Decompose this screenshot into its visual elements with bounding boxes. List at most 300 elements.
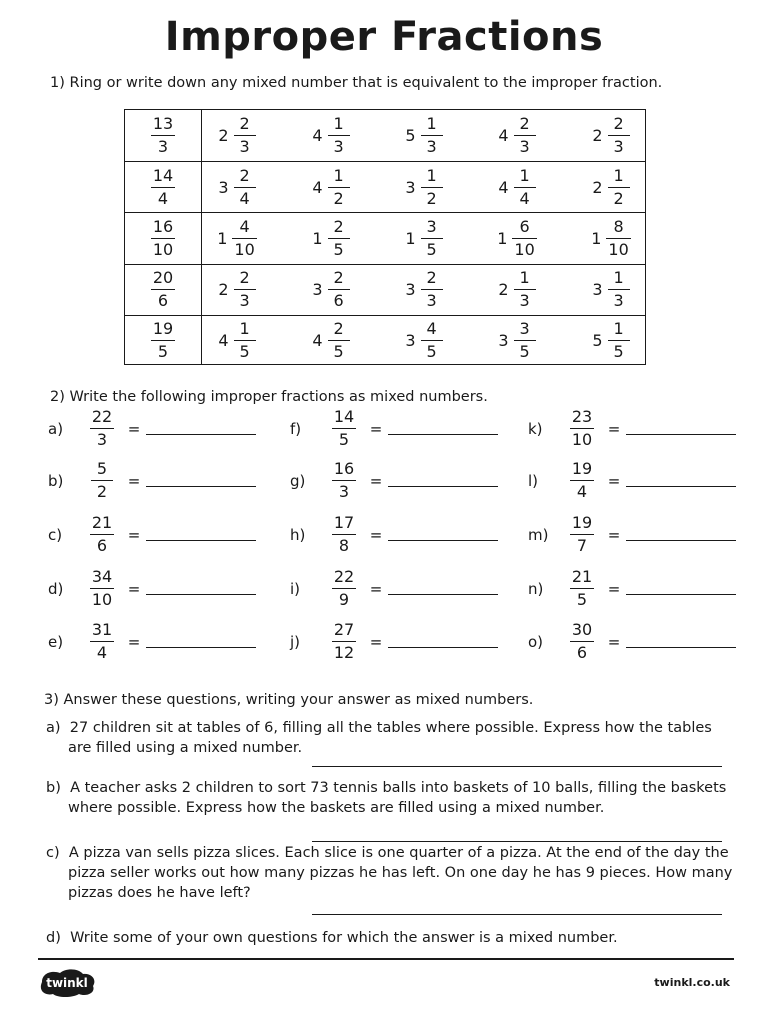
fraction xyxy=(328,216,350,259)
question-3c-letter: c) xyxy=(46,845,60,861)
denominator: 9 xyxy=(338,590,350,609)
equals-sign: = xyxy=(369,525,383,544)
mixed-number xyxy=(218,321,255,360)
denominator: 3 xyxy=(96,430,108,449)
numerator: 2 xyxy=(333,319,344,339)
whole-number: 1 xyxy=(591,228,602,248)
item-fraction xyxy=(570,409,594,448)
answer-line[interactable] xyxy=(146,540,256,541)
denominator: 6 xyxy=(157,291,169,311)
denominator: 4 xyxy=(576,482,588,501)
item-letter: o) xyxy=(528,632,544,651)
equals-sign: = xyxy=(607,579,621,598)
numerator: 21 xyxy=(91,513,113,532)
mixed-number xyxy=(312,270,349,309)
table-row xyxy=(125,212,645,263)
equals-sign: = xyxy=(127,471,141,490)
question-3c xyxy=(46,843,732,903)
mixed-number xyxy=(312,216,349,259)
denominator: 3 xyxy=(519,137,530,157)
numerator: 34 xyxy=(91,567,113,586)
improper-fraction-cell xyxy=(125,213,201,264)
item-fraction xyxy=(332,409,356,448)
mixed-number xyxy=(217,216,257,259)
numerator: 1 xyxy=(333,165,344,185)
improper-fraction xyxy=(151,270,175,309)
answer-line[interactable] xyxy=(626,540,736,541)
denominator: 5 xyxy=(333,239,344,259)
item-fraction-wrap xyxy=(324,622,364,661)
numerator: 22 xyxy=(333,567,355,586)
answer-line[interactable] xyxy=(146,434,256,435)
mixed-number xyxy=(312,116,349,155)
numerator: 14 xyxy=(152,165,174,185)
page-title: Improper Fractions xyxy=(164,14,604,60)
question-3a-line1: 27 children sit at tables of 6, filling all the tables where possible. Express how the tables xyxy=(69,720,712,736)
mixed-number xyxy=(592,116,629,155)
answer-line[interactable] xyxy=(388,486,498,487)
fraction xyxy=(608,270,630,309)
denominator: 10 xyxy=(571,430,593,449)
improper-fraction xyxy=(151,321,175,360)
numerator: 14 xyxy=(333,407,355,426)
item-fraction xyxy=(332,569,356,608)
whole-number: 5 xyxy=(592,331,603,351)
item-letter: k) xyxy=(528,419,543,438)
improper-fraction-cell xyxy=(125,264,201,315)
item-fraction xyxy=(570,515,594,554)
table-row xyxy=(125,264,645,315)
numerator: 4 xyxy=(239,216,250,236)
whole-number: 1 xyxy=(217,228,228,248)
fraction xyxy=(328,165,350,208)
exercise-item xyxy=(528,622,736,661)
whole-number: 4 xyxy=(312,126,323,146)
mixed-number xyxy=(498,165,535,208)
mixed-number-option[interactable] xyxy=(384,162,464,213)
item-fraction xyxy=(332,622,356,661)
denominator: 3 xyxy=(333,137,344,157)
question-3c-answer-line[interactable] xyxy=(312,914,722,915)
item-letter: i) xyxy=(290,579,301,598)
mixed-number xyxy=(592,270,629,309)
numerator: 2 xyxy=(519,114,530,134)
item-fraction xyxy=(90,569,114,608)
item-fraction-wrap xyxy=(82,461,122,500)
mixed-number-option[interactable] xyxy=(571,264,651,315)
numerator: 16 xyxy=(333,459,355,478)
mixed-number-option[interactable] xyxy=(477,213,557,264)
mixed-number xyxy=(497,216,537,259)
exercise-item xyxy=(48,515,256,554)
whole-number: 3 xyxy=(498,331,509,351)
mixed-number-option[interactable] xyxy=(571,162,651,213)
denominator: 5 xyxy=(338,430,350,449)
whole-number: 2 xyxy=(592,126,603,146)
mixed-number-option[interactable] xyxy=(384,264,464,315)
denominator: 4 xyxy=(96,643,108,662)
denominator: 6 xyxy=(576,643,588,662)
question-3a-letter: a) xyxy=(46,720,61,736)
whole-number: 2 xyxy=(592,177,603,197)
whole-number: 2 xyxy=(218,126,229,146)
denominator: 4 xyxy=(239,188,250,208)
exercise-item xyxy=(528,461,736,500)
mixed-number-option[interactable] xyxy=(291,213,371,264)
numerator: 2 xyxy=(239,165,250,185)
improper-fraction xyxy=(151,216,175,259)
mixed-number-option[interactable] xyxy=(477,315,557,366)
denominator: 10 xyxy=(234,239,255,259)
question-1-heading: 1) Ring or write down any mixed number that is equivalent to the improper fraction. xyxy=(50,75,663,91)
item-fraction xyxy=(91,461,113,500)
item-fraction-wrap xyxy=(562,461,602,500)
numerator: 1 xyxy=(426,114,437,134)
numerator: 1 xyxy=(613,319,624,339)
mixed-number xyxy=(405,270,442,309)
numerator: 22 xyxy=(91,407,113,426)
improper-fraction-cell xyxy=(125,315,201,366)
numerator: 1 xyxy=(519,268,530,288)
fraction xyxy=(328,116,350,155)
table-row xyxy=(125,161,645,212)
item-letter: a) xyxy=(48,419,64,438)
question-3b-letter: b) xyxy=(46,780,61,796)
item-fraction-wrap xyxy=(324,569,364,608)
mixed-number-option[interactable] xyxy=(197,264,277,315)
item-fraction xyxy=(332,461,356,500)
item-letter: e) xyxy=(48,632,64,651)
mixed-number-option[interactable] xyxy=(291,315,371,366)
mixed-number-option[interactable] xyxy=(384,110,464,161)
numerator: 2 xyxy=(333,216,344,236)
item-letter: j) xyxy=(290,632,301,651)
numerator: 1 xyxy=(519,165,530,185)
whole-number: 4 xyxy=(498,177,509,197)
numerator: 21 xyxy=(571,567,593,586)
mixed-number xyxy=(312,321,349,360)
item-fraction xyxy=(332,515,356,554)
answer-line[interactable] xyxy=(626,594,736,595)
equals-sign: = xyxy=(127,579,141,598)
mixed-number-option[interactable] xyxy=(291,264,371,315)
whole-number: 4 xyxy=(498,126,509,146)
denominator: 6 xyxy=(333,291,344,311)
numerator: 3 xyxy=(426,216,437,236)
item-letter: c) xyxy=(48,525,63,544)
item-fraction-wrap xyxy=(82,622,122,661)
denominator: 8 xyxy=(338,536,350,555)
item-fraction-wrap xyxy=(562,569,602,608)
whole-number: 5 xyxy=(405,126,416,146)
denominator: 5 xyxy=(239,342,250,362)
question-3d xyxy=(46,928,618,948)
numerator: 17 xyxy=(333,513,355,532)
mixed-number-option[interactable] xyxy=(384,213,464,264)
fraction xyxy=(514,321,536,360)
denominator: 6 xyxy=(96,536,108,555)
fraction xyxy=(608,116,630,155)
fraction xyxy=(234,321,256,360)
improper-fraction-cell xyxy=(125,110,201,161)
mixed-number-option[interactable] xyxy=(197,213,277,264)
question-3c-line2: pizza seller works out how many pizzas he has left. On one day he has 9 pieces. How many xyxy=(68,865,733,881)
numerator: 1 xyxy=(333,114,344,134)
equals-sign: = xyxy=(127,525,141,544)
equals-sign: = xyxy=(607,419,621,438)
fraction xyxy=(514,270,536,309)
exercise-item xyxy=(48,461,256,500)
equals-sign: = xyxy=(607,525,621,544)
mixed-number-option[interactable] xyxy=(571,315,651,366)
fraction xyxy=(421,216,443,259)
denominator: 3 xyxy=(426,137,437,157)
item-fraction-wrap xyxy=(562,409,602,448)
whole-number: 4 xyxy=(312,177,323,197)
fraction xyxy=(606,216,630,259)
denominator: 3 xyxy=(519,291,530,311)
numerator: 19 xyxy=(571,459,593,478)
whole-number: 3 xyxy=(592,280,603,300)
numerator: 1 xyxy=(613,268,624,288)
denominator: 5 xyxy=(426,239,437,259)
fraction xyxy=(608,165,630,208)
whole-number: 2 xyxy=(498,280,509,300)
denominator: 3 xyxy=(157,137,169,157)
numerator: 20 xyxy=(152,268,174,288)
question-2-heading: 2) Write the following improper fractions as mixed numbers. xyxy=(50,389,488,405)
mixed-number xyxy=(405,321,442,360)
item-fraction xyxy=(90,622,114,661)
denominator: 3 xyxy=(426,291,437,311)
answer-line[interactable] xyxy=(626,647,736,648)
numerator: 30 xyxy=(571,620,593,639)
numerator: 5 xyxy=(96,459,108,478)
mixed-number-option[interactable] xyxy=(571,110,651,161)
improper-fraction-cell xyxy=(125,162,201,213)
exercise-item xyxy=(290,409,498,448)
item-fraction-wrap xyxy=(324,409,364,448)
denominator: 2 xyxy=(96,482,108,501)
whole-number: 1 xyxy=(312,228,323,248)
denominator: 3 xyxy=(613,291,624,311)
item-letter: l) xyxy=(528,471,539,490)
fraction xyxy=(234,270,256,309)
denominator: 2 xyxy=(613,188,624,208)
mixed-number xyxy=(498,321,535,360)
exercise-item xyxy=(290,622,498,661)
numerator: 23 xyxy=(571,407,593,426)
mixed-number xyxy=(592,321,629,360)
denominator: 5 xyxy=(157,342,169,362)
mixed-number-option[interactable] xyxy=(477,264,557,315)
item-letter: n) xyxy=(528,579,544,598)
answer-line[interactable] xyxy=(388,594,498,595)
question-3b-line1: A teacher asks 2 children to sort 73 tennis balls into baskets of 10 balls, filling the baskets xyxy=(70,780,727,796)
numerator: 27 xyxy=(333,620,355,639)
improper-fraction xyxy=(151,116,175,155)
denominator: 10 xyxy=(91,590,113,609)
item-fraction-wrap xyxy=(82,409,122,448)
mixed-number xyxy=(405,116,442,155)
whole-number: 2 xyxy=(218,280,229,300)
denominator: 3 xyxy=(239,137,250,157)
answer-line[interactable] xyxy=(146,594,256,595)
whole-number: 3 xyxy=(405,177,416,197)
mixed-number-option[interactable] xyxy=(477,110,557,161)
question-3b-answer-line[interactable] xyxy=(312,841,722,842)
mixed-number-option[interactable] xyxy=(197,110,277,161)
whole-number: 3 xyxy=(405,331,416,351)
fraction xyxy=(421,321,443,360)
fraction xyxy=(421,165,443,208)
mixed-number-option[interactable] xyxy=(384,315,464,366)
footer-site: twinkl.co.uk xyxy=(654,976,730,989)
mixed-number xyxy=(218,116,255,155)
denominator: 2 xyxy=(333,188,344,208)
mixed-number xyxy=(405,165,442,208)
equals-sign: = xyxy=(607,471,621,490)
numerator: 19 xyxy=(571,513,593,532)
whole-number: 1 xyxy=(497,228,508,248)
denominator: 3 xyxy=(613,137,624,157)
whole-number: 3 xyxy=(218,177,229,197)
numerator: 1 xyxy=(613,165,624,185)
item-letter: d) xyxy=(48,579,64,598)
denominator: 3 xyxy=(338,482,350,501)
answer-line[interactable] xyxy=(146,486,256,487)
item-letter: h) xyxy=(290,525,306,544)
denominator: 2 xyxy=(426,188,437,208)
item-fraction-wrap xyxy=(562,515,602,554)
mixed-number xyxy=(498,270,535,309)
denominator: 4 xyxy=(519,188,530,208)
denominator: 5 xyxy=(426,342,437,362)
mixed-number-option[interactable] xyxy=(197,315,277,366)
numerator: 2 xyxy=(426,268,437,288)
numerator: 1 xyxy=(239,319,250,339)
denominator: 10 xyxy=(608,239,629,259)
question-3d-letter: d) xyxy=(46,930,61,946)
mixed-number xyxy=(405,216,442,259)
item-fraction-wrap xyxy=(324,461,364,500)
numerator: 13 xyxy=(152,114,174,134)
answer-line[interactable] xyxy=(626,486,736,487)
numerator: 2 xyxy=(333,268,344,288)
denominator: 10 xyxy=(514,239,535,259)
denominator: 10 xyxy=(152,239,174,259)
fraction xyxy=(421,270,443,309)
denominator: 4 xyxy=(157,188,169,208)
fraction xyxy=(328,321,350,360)
denominator: 3 xyxy=(239,291,250,311)
whole-number: 4 xyxy=(218,331,229,351)
question-3c-line1: A pizza van sells pizza slices. Each slice is one quarter of a pizza. At the end of the day the xyxy=(68,845,729,861)
question-3a-line2: are filled using a mixed number. xyxy=(68,740,303,756)
equals-sign: = xyxy=(127,632,141,651)
question-3a xyxy=(46,718,712,758)
mixed-number-option[interactable] xyxy=(291,162,371,213)
whole-number: 1 xyxy=(405,228,416,248)
exercise-item xyxy=(48,569,256,608)
mixed-number xyxy=(312,165,349,208)
answer-line[interactable] xyxy=(388,647,498,648)
answer-line[interactable] xyxy=(146,647,256,648)
item-fraction-wrap xyxy=(82,569,122,608)
whole-number: 4 xyxy=(312,331,323,351)
numerator: 2 xyxy=(613,114,624,134)
question-3-heading: 3) Answer these questions, writing your answer as mixed numbers. xyxy=(44,692,534,708)
question-3b xyxy=(46,778,726,818)
denominator: 5 xyxy=(519,342,530,362)
exercise-item xyxy=(528,569,736,608)
exercise-item xyxy=(290,569,498,608)
numerator: 6 xyxy=(519,216,530,236)
item-letter: f) xyxy=(290,419,302,438)
numerator: 1 xyxy=(426,165,437,185)
item-fraction-wrap xyxy=(82,515,122,554)
fraction xyxy=(234,165,256,208)
whole-number: 3 xyxy=(405,280,416,300)
question-3b-line2: where possible. Express how the baskets are filled using a mixed number. xyxy=(68,800,605,816)
fraction xyxy=(328,270,350,309)
numerator: 8 xyxy=(613,216,624,236)
denominator: 5 xyxy=(613,342,624,362)
question-3d-line1: Write some of your own questions for which the answer is a mixed number. xyxy=(70,930,618,946)
item-letter: m) xyxy=(528,525,549,544)
item-fraction-wrap xyxy=(324,515,364,554)
numerator: 2 xyxy=(239,268,250,288)
exercise-item xyxy=(48,622,256,661)
mixed-number xyxy=(591,216,631,259)
exercise-item xyxy=(528,409,736,448)
item-letter: g) xyxy=(290,471,306,490)
answer-line[interactable] xyxy=(626,434,736,435)
table-row xyxy=(125,315,645,366)
question-3a-answer-line[interactable] xyxy=(312,766,722,767)
fraction xyxy=(234,116,256,155)
fraction xyxy=(421,116,443,155)
numerator: 3 xyxy=(519,319,530,339)
mixed-number-option[interactable] xyxy=(197,162,277,213)
equals-sign: = xyxy=(369,579,383,598)
item-letter: b) xyxy=(48,471,64,490)
question-3c-line3: pizzas does he have left? xyxy=(68,885,251,901)
equals-sign: = xyxy=(607,632,621,651)
mixed-number xyxy=(592,165,629,208)
item-fraction xyxy=(570,569,594,608)
whole-number: 3 xyxy=(312,280,323,300)
twinkl-logo xyxy=(36,967,98,997)
footer-divider xyxy=(38,958,734,960)
denominator: 5 xyxy=(333,342,344,362)
logo-text: twinkl xyxy=(46,976,88,990)
numerator: 2 xyxy=(239,114,250,134)
equals-sign: = xyxy=(369,471,383,490)
mixed-number-option[interactable] xyxy=(291,110,371,161)
item-fraction xyxy=(570,461,594,500)
fraction xyxy=(514,116,536,155)
fraction xyxy=(512,216,536,259)
numerator: 31 xyxy=(91,620,113,639)
answer-line[interactable] xyxy=(388,434,498,435)
answer-line[interactable] xyxy=(388,540,498,541)
mixed-number-option[interactable] xyxy=(477,162,557,213)
denominator: 12 xyxy=(333,643,355,662)
exercise-item xyxy=(290,515,498,554)
mixed-number xyxy=(498,116,535,155)
mixed-number-option[interactable] xyxy=(571,213,651,264)
